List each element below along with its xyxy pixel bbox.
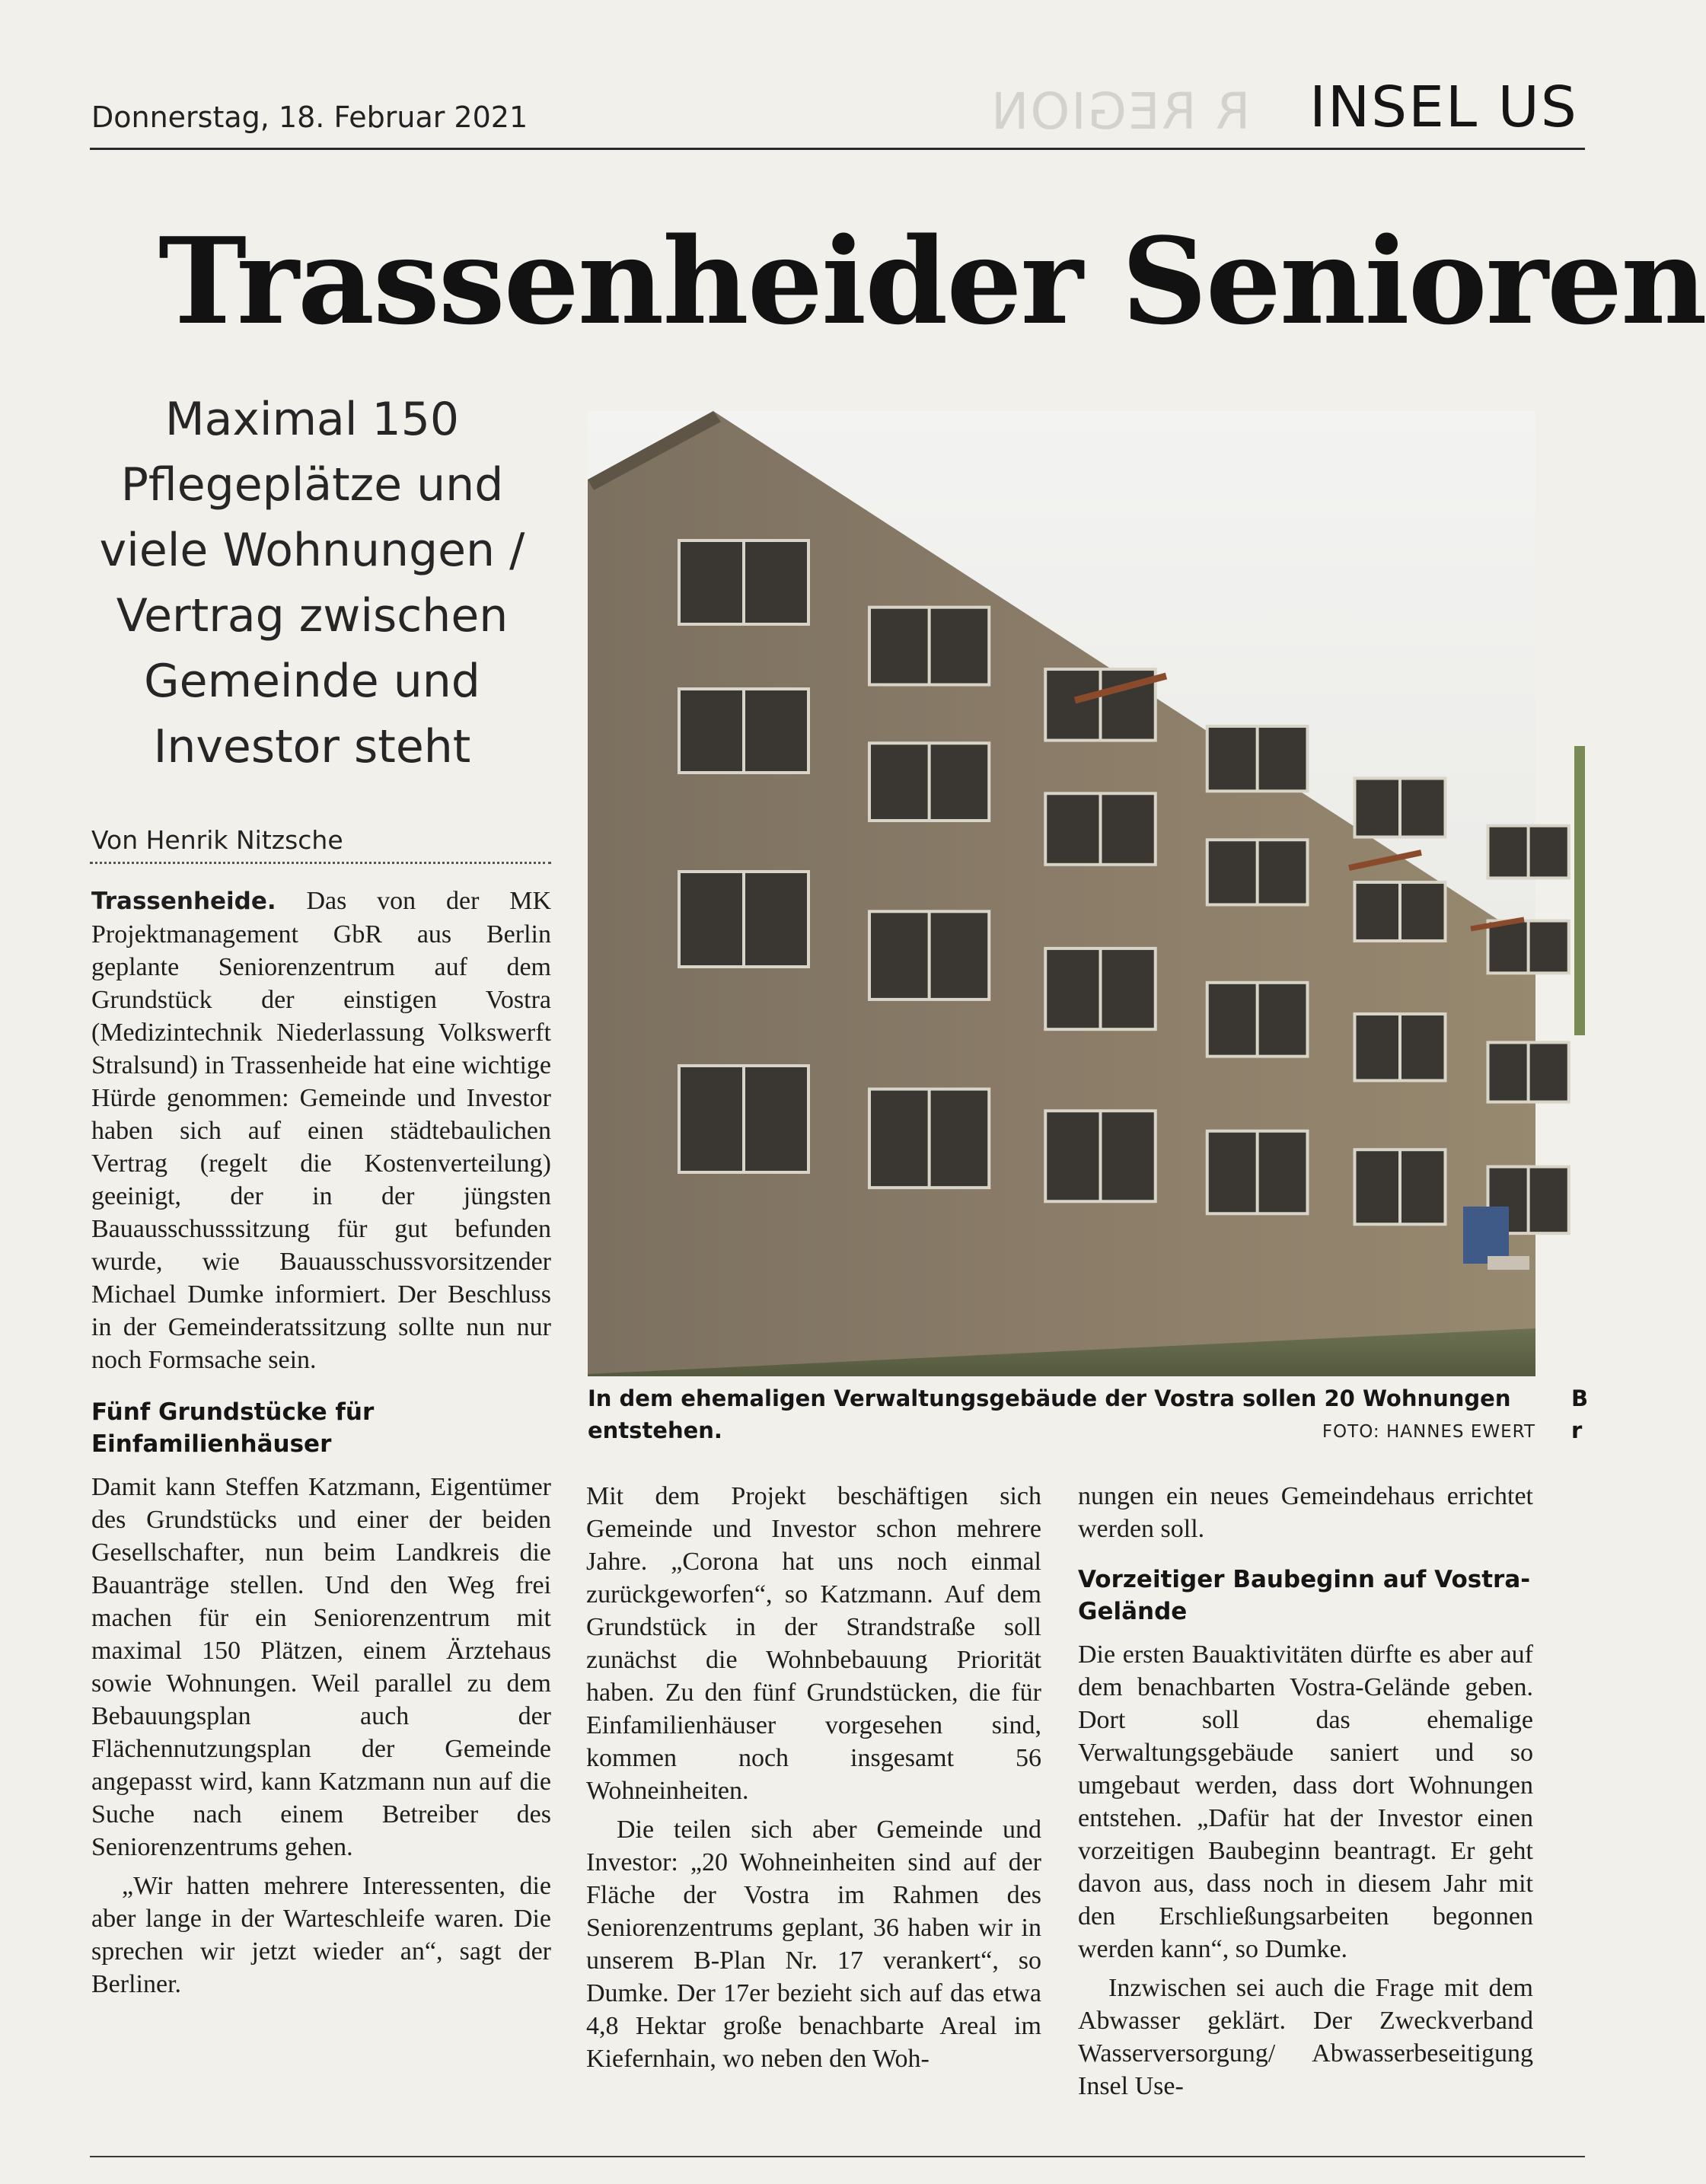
paragraph: Mit dem Projekt beschäftigen sich Gemeinde und Investor schon mehrere Jahre. „Corona hat uns noch einmal zurückgeworfen“, so Katzmann. Auf dem Grundstück in der Strandstraße soll zunächst die Wohnbebauung Priorität haben. Zu den fünf Grundstücken, die für Einfamilienhäuser vorgesehen sind, kommen noch insgesamt 56 Wohneinheiten. [586, 1482, 1041, 1805]
text-column-3 [1078, 1480, 1533, 2103]
dateline: Trassenheide. [91, 888, 276, 915]
header-rule [90, 148, 1585, 150]
paragraph: Inzwischen sei auch die Frage mit dem Abwasser geklärt. Der Zweckverband Wasserversorgung/ Abwasserbeseitigung Insel Use- [1078, 1974, 1533, 2100]
paragraph: Die ersten Bauaktivitäten dürfte es aber auf dem benachbarten Vostra-Gelände geben. Dort soll das ehemalige Verwaltungsgebäude saniert und so umgebaut werden, dass dort Wohnungen entstehen. „Dafür hat der Investor einen vorzeitigen Baubeginn beantragt. Er geht davon aus, dass noch in diesem Jahr mit den Erschließungsarbeiten begonnen werden kann“, so Dumke. [1078, 1640, 1533, 1963]
paragraph: Damit kann Steffen Katzmann, Eigentümer des Grundstücks und einer der beiden Gesellschafter, nun beim Landkreis die Bauanträge stellen. Und den Weg frei machen für ein Seniorenzentrum mit maximal 150 Plätzen, einem Ärztehaus sowie Wohnungen. Weil parallel zu dem Bebauungsplan auch der Flächennutzungsplan der Gemeinde angepasst wird, kann Katzmann nun auf die Suche nach einem Betreiber des Seniorenzentrums gehen. [91, 1473, 551, 1861]
adjacent-photo-edge [1574, 746, 1585, 1035]
text-column-1 [91, 885, 551, 2001]
adjacent-caption-fragment: B r [1571, 1385, 1589, 1443]
paragraph-text: Das von der MK Projektmanagement GbR aus Berlin geplante Seniorenzentrum auf dem Grundstück der einstigen Vostra (Medizintechnik Niederlassung Volkswerft Stralsund) in Trassenheide hat eine wichtige Hürde genommen: Gemeinde und Investor haben sich auf einen städtebaulichen Vertrag (regelt die Kostenverteilung) geeinigt, der in der jüngsten Bauausschusssitzung für gut befunden wurde, wie Bauausschussvorsitzender Michael Dumke informiert. Der Beschluss in der Gemeinderatssitzung sollte nun nur noch Formsache sein. [91, 887, 551, 1374]
footer-rule [90, 2156, 1585, 2157]
article-photo [588, 411, 1535, 1376]
paragraph [91, 885, 551, 1376]
bleed-through-section-text: R REGION [990, 82, 1251, 141]
paragraph: „Wir hatten mehrere Interessenten, die aber lange in der Warteschleife waren. Die sprechen wir jetzt wieder an“, sagt der Berliner. [91, 1872, 551, 1998]
author-byline: Von Henrik Nitzsche [91, 825, 343, 855]
paragraph: nungen ein neues Gemeindehaus errichtet werden soll. [1078, 1482, 1533, 1543]
photo-caption: In dem ehemaligen Verwaltungsgebäude der Vostra sollen 20 Wohnungen entstehen. [588, 1385, 1511, 1443]
section-title: INSEL US [1309, 75, 1578, 140]
byline-divider [90, 862, 551, 864]
paragraph: Die teilen sich aber Gemeinde und Investor: „20 Wohneinheiten sind auf der Fläche der Vostra im Rahmen des Seniorenzentrums geplant, 36 haben wir in unserem B-Plan Nr. 17 verankert“, so Dumke. Der 17er bezieht sich auf das etwa 4,8 Hektar große benachbarte Areal im Kiefernhain, wo neben den Woh- [586, 1816, 1041, 2073]
photo-credit: FOTO: HANNES EWERT [1322, 1422, 1535, 1442]
issue-date: Donnerstag, 18. Februar 2021 [91, 100, 528, 134]
article-headline: Trassenheider Senioren [158, 212, 1706, 351]
text-column-2 [586, 1480, 1041, 2075]
subheading: Fünf Grundstücke für Einfamilienhäuser [91, 1398, 375, 1458]
subheading: Vorzeitiger Baubeginn auf Vostra-Gelände [1078, 1566, 1531, 1625]
article-subtitle: Maximal 150 Pflegeplätze und viele Wohnungen / Vertrag zwischen Gemeinde und Investor steht [99, 393, 525, 773]
